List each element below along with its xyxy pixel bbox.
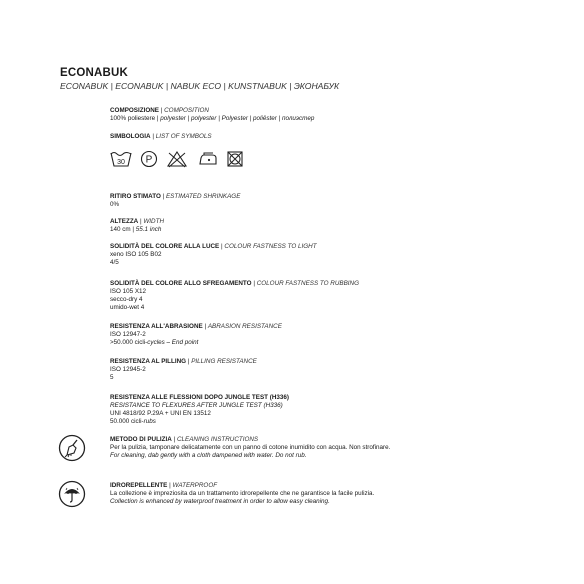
symbols-heading-en: LIST OF SYMBOLS [155,133,212,140]
light-fastness-grade: 4/5 [110,259,119,266]
width-value: 140 cm | [110,226,135,233]
pilling-grade: 5 [110,374,114,381]
cleaning-sponge-icon [58,434,86,462]
abrasion-heading: RESISTENZA ALL'ABRASIONE [110,323,203,330]
abrasion-section: RESISTENZA ALL'ABRASIONE | ABRASION RESISTANCE ISO 12947-2 >50.000 cicli-cycles – End point [110,323,282,346]
flexure-heading-en: RESISTANCE TO FLEXURES AFTER JUNGLE TEST (H336) [110,402,283,409]
wash-30-icon [110,150,132,168]
waterproof-text-en: Collection is enhanced by waterproof treatment in order to allow easy cleaning. [110,498,330,505]
pilling-heading: RESISTENZA AL PILLING [110,358,187,365]
abrasion-cycles: >50.000 cicli- [110,339,148,346]
composition-line: 100% poliestere | [110,115,159,122]
width-heading: ALTEZZA [110,218,139,225]
width-value-inch: 55.1 inch [135,226,162,233]
pilling-section: RESISTENZA AL PILLING | PILLING RESISTANCE ISO 12945-2 5 [110,358,257,381]
light-fastness-standard: xeno ISO 105 B02 [110,251,162,258]
abrasion-heading-en: ABRASION RESISTANCE [207,323,282,330]
composition-heading-en: COMPOSITION [164,107,209,114]
waterproof-text-it: La collezione è impreziosita da un trattamento idrorepellente che ne garantisce la facile pulizia. [110,490,375,497]
waterproof-section: IDROREPELLENTE | WATERPROOF La collezione è impreziosita da un trattamento idrorepellente che ne garantisce la facile pulizia. Collection is enhanced by waterproof treatment in order to allow easy cleaning. [110,482,375,505]
umbrella-icon [58,480,86,508]
rub-fastness-wet: umido-wet 4 [110,304,145,311]
cleaning-text-en: For cleaning, dab gently with a cloth dampened with water. Do not rub. [110,452,307,459]
shrinkage-value: 0% [110,201,120,208]
flexure-cycles: 50.000 cicli- [110,418,144,425]
cleaning-heading: METODO DI PULIZIA [110,436,172,443]
rub-fastness-standard: ISO 105 X12 [110,288,147,295]
light-fastness-heading-en: COLOUR FASTNESS TO LIGHT [224,243,317,250]
rub-fastness-heading: SOLIDITÀ DEL COLORE ALLO SFREGAMENTO [110,280,252,287]
cleaning-heading-en: CLEANING INSTRUCTIONS [176,436,259,443]
width-heading-en: WIDTH [143,218,164,225]
light-fastness-heading: SOLIDITÀ DEL COLORE ALLA LUCE [110,243,220,250]
care-symbols-row [110,150,244,168]
shrinkage-heading: RITIRO STIMATO [110,193,161,200]
rub-fastness-section: SOLIDITÀ DEL COLORE ALLO SFREGAMENTO | COLOUR FASTNESS TO RUBBING ISO 105 X12 secco-dry 4 umido-wet 4 [110,280,359,311]
pilling-standard: ISO 12945-2 [110,366,146,373]
light-fastness-section: SOLIDITÀ DEL COLORE ALLA LUCE | COLOUR FASTNESS TO LIGHT xeno ISO 105 B02 4/5 [110,243,317,266]
cleaning-section: METODO DI PULIZIA | CLEANING INSTRUCTIONS Per la pulizia, tamponare delicatamente con un panno di cotone inumidito con acqua. Non strofinare. For cleaning, dab gently with a cloth dampened with water. Do not rub. [110,436,391,459]
iron-icon [196,150,218,168]
composition-line-translations: polyester | polyester | Polyester | poliëster | полиэстер [160,115,315,122]
symbols-heading: SIMBOLOGIA [110,133,151,140]
waterproof-heading: IDROREPELLENTE [110,482,168,489]
flexure-standard: UNI 4818/92 P.29A + UNI EN 13512 [110,410,211,417]
flexure-section [110,394,289,426]
no-tumble-dry-icon [226,150,244,168]
composition-heading: COMPOSIZIONE [110,107,159,114]
waterproof-heading-en: WATERPROOF [172,482,218,489]
wash-temp-label: 30 [117,159,125,166]
dry-clean-letter: P [145,154,153,166]
rub-fastness-heading-en: COLOUR FASTNESS TO RUBBING [256,280,359,287]
pilling-heading-en: PILLING RESISTANCE [191,358,257,365]
dry-clean-p-icon [140,150,158,168]
shrinkage-heading-en: ESTIMATED SHRINKAGE [165,193,241,200]
composition-section: COMPOSIZIONE | COMPOSITION 100% poliestere | polyester | polyester | Polyester | poliëster | полиэстер [110,107,315,122]
flexure-heading: RESISTENZA ALLE FLESSIONI DOPO JUNGLE TEST (H336) [110,394,290,401]
page-subtitle: ECONABUK | ECONABUK | NABUK ECO | KUNSTNABUK | ЭКОНАБУК [60,81,340,91]
symbols-section: SIMBOLOGIA | LIST OF SYMBOLS [110,133,212,140]
rub-fastness-dry: secco-dry 4 [110,296,143,303]
width-section: ALTEZZA | WIDTH 140 cm | 55.1 inch [110,218,164,233]
abrasion-cycles-en: cycles – End point [147,339,199,346]
flexure-cycles-en: rubs [143,418,156,425]
cleaning-text-it: Per la pulizia, tamponare delicatamente con un panno di cotone inumidito con acqua. Non strofinare. [110,444,391,451]
abrasion-standard: ISO 12947-2 [110,331,146,338]
page-title: ECONABUK [60,67,129,79]
shrinkage-section: RITIRO STIMATO | ESTIMATED SHRINKAGE 0% [110,193,241,208]
no-bleach-icon [166,150,188,168]
